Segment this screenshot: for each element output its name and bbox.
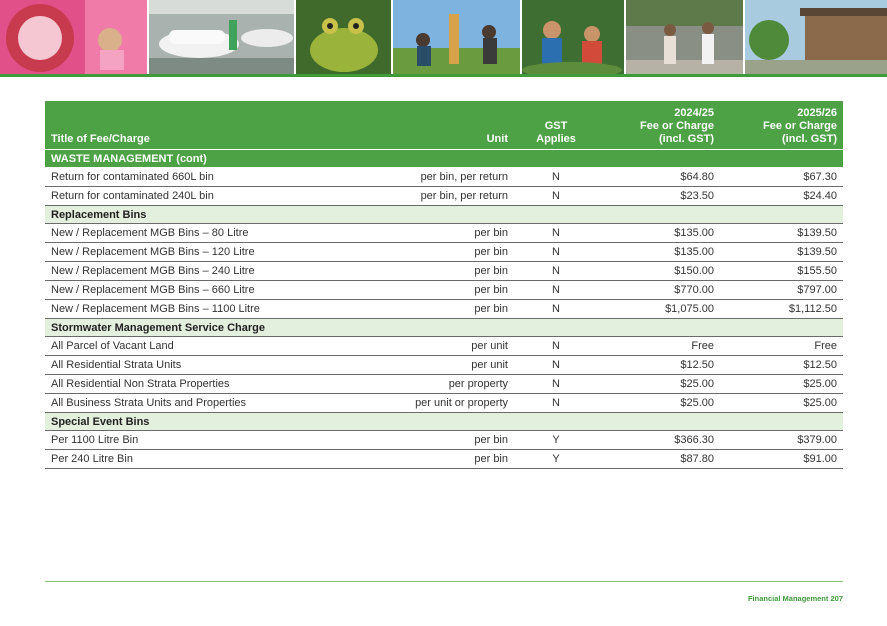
fee-title-cell: New / Replacement MGB Bins – 80 Litre xyxy=(45,224,336,243)
table-row xyxy=(45,187,843,206)
fee-2024-cell: $135.00 xyxy=(598,243,720,262)
park-family-image xyxy=(393,0,520,74)
fee-2025-cell: $24.40 xyxy=(720,187,843,206)
photo-ev-charging xyxy=(149,0,294,74)
photo-building xyxy=(745,0,887,74)
section-title: Special Event Bins xyxy=(45,413,843,431)
unit-cell: per bin xyxy=(336,431,514,450)
gst-cell: N xyxy=(514,375,598,394)
gst-cell: N xyxy=(514,337,598,356)
fee-2025-cell: Free xyxy=(720,337,843,356)
building-image xyxy=(745,0,887,74)
fee-2025-cell: $25.00 xyxy=(720,394,843,413)
table-row xyxy=(45,431,843,450)
gst-cell: N xyxy=(514,281,598,300)
section-title: Replacement Bins xyxy=(45,206,843,224)
fee-2024-cell: $23.50 xyxy=(598,187,720,206)
footer-page-label: Financial Management 207 xyxy=(747,594,843,603)
gst-cell: N xyxy=(514,262,598,281)
fee-title-cell: New / Replacement MGB Bins – 660 Litre xyxy=(45,281,336,300)
section-title: WASTE MANAGEMENT (cont) xyxy=(45,150,843,168)
section-row xyxy=(45,150,843,168)
unit-cell: per bin xyxy=(336,300,514,319)
section-title: Stormwater Management Service Charge xyxy=(45,319,843,337)
header-fee-2025: 2025/26 Fee or Charge (incl. GST) xyxy=(720,101,843,150)
unit-cell: per unit xyxy=(336,356,514,375)
fee-title-cell: All Residential Strata Units xyxy=(45,356,336,375)
table-row xyxy=(45,394,843,413)
unit-cell: per bin xyxy=(336,281,514,300)
gst-cell: Y xyxy=(514,431,598,450)
fee-title-cell: New / Replacement MGB Bins – 1100 Litre xyxy=(45,300,336,319)
fee-2024-cell: $150.00 xyxy=(598,262,720,281)
table-header xyxy=(45,101,843,150)
table-body xyxy=(45,150,843,469)
ev-charging-image xyxy=(149,0,294,74)
gst-cell: N xyxy=(514,224,598,243)
garden-group-image xyxy=(522,0,623,74)
fees-table xyxy=(45,101,843,469)
photo-street-walk xyxy=(626,0,743,74)
table-row xyxy=(45,281,843,300)
fee-title-cell: Return for contaminated 240L bin xyxy=(45,187,336,206)
table-row xyxy=(45,168,843,187)
section-row xyxy=(45,319,843,337)
unit-cell: per bin xyxy=(336,243,514,262)
photo-park-family xyxy=(393,0,520,74)
gst-cell: N xyxy=(514,300,598,319)
section-row xyxy=(45,413,843,431)
gst-cell: N xyxy=(514,243,598,262)
gst-cell: N xyxy=(514,394,598,413)
table-row xyxy=(45,450,843,469)
fee-2024-cell: Free xyxy=(598,337,720,356)
photo-garden-group xyxy=(522,0,623,74)
fee-2024-cell: $366.30 xyxy=(598,431,720,450)
table-row xyxy=(45,224,843,243)
unit-cell: per bin xyxy=(336,262,514,281)
photo-frog xyxy=(296,0,391,74)
fee-title-cell: New / Replacement MGB Bins – 240 Litre xyxy=(45,262,336,281)
banner-divider xyxy=(0,74,887,77)
unit-cell: per property xyxy=(336,375,514,394)
fee-title-cell: All Parcel of Vacant Land xyxy=(45,337,336,356)
fee-2025-cell: $139.50 xyxy=(720,243,843,262)
fee-2025-cell: $379.00 xyxy=(720,431,843,450)
fee-2024-cell: $135.00 xyxy=(598,224,720,243)
frog-image xyxy=(296,0,391,74)
gst-cell: N xyxy=(514,168,598,187)
fee-title-cell: All Residential Non Strata Properties xyxy=(45,375,336,394)
unit-cell: per bin xyxy=(336,450,514,469)
table-row xyxy=(45,375,843,394)
fee-2025-cell: $12.50 xyxy=(720,356,843,375)
photo-playground xyxy=(0,0,147,74)
fee-2024-cell: $64.80 xyxy=(598,168,720,187)
fee-2025-cell: $1,112.50 xyxy=(720,300,843,319)
fee-2024-cell: $87.80 xyxy=(598,450,720,469)
fee-title-cell: New / Replacement MGB Bins – 120 Litre xyxy=(45,243,336,262)
header-fee-2024: 2024/25 Fee or Charge (incl. GST) xyxy=(598,101,720,150)
fee-title-cell: All Business Strata Units and Properties xyxy=(45,394,336,413)
header-unit: Unit xyxy=(336,101,514,150)
fee-2025-cell: $67.30 xyxy=(720,168,843,187)
unit-cell: per unit xyxy=(336,337,514,356)
table-row xyxy=(45,337,843,356)
unit-cell: per bin xyxy=(336,224,514,243)
fee-title-cell: Per 1100 Litre Bin xyxy=(45,431,336,450)
gst-cell: N xyxy=(514,356,598,375)
gst-cell: N xyxy=(514,187,598,206)
header-gst: GST Applies xyxy=(514,101,598,150)
gst-cell: Y xyxy=(514,450,598,469)
playground-image xyxy=(0,0,147,74)
unit-cell: per unit or property xyxy=(336,394,514,413)
table-row xyxy=(45,262,843,281)
header-title: Title of Fee/Charge xyxy=(45,101,336,150)
section-row xyxy=(45,206,843,224)
table-row xyxy=(45,243,843,262)
fee-title-cell: Return for contaminated 660L bin xyxy=(45,168,336,187)
fee-2025-cell: $155.50 xyxy=(720,262,843,281)
fee-2025-cell: $797.00 xyxy=(720,281,843,300)
photo-banner xyxy=(0,0,887,74)
fee-2024-cell: $25.00 xyxy=(598,394,720,413)
street-walk-image xyxy=(626,0,743,74)
fee-2024-cell: $12.50 xyxy=(598,356,720,375)
fee-2025-cell: $139.50 xyxy=(720,224,843,243)
fee-2024-cell: $770.00 xyxy=(598,281,720,300)
fee-2025-cell: $91.00 xyxy=(720,450,843,469)
footer-divider xyxy=(45,581,843,582)
fee-2024-cell: $25.00 xyxy=(598,375,720,394)
fee-2025-cell: $25.00 xyxy=(720,375,843,394)
unit-cell: per bin, per return xyxy=(336,187,514,206)
unit-cell: per bin, per return xyxy=(336,168,514,187)
fee-2024-cell: $1,075.00 xyxy=(598,300,720,319)
table-row xyxy=(45,356,843,375)
table-row xyxy=(45,300,843,319)
fee-title-cell: Per 240 Litre Bin xyxy=(45,450,336,469)
